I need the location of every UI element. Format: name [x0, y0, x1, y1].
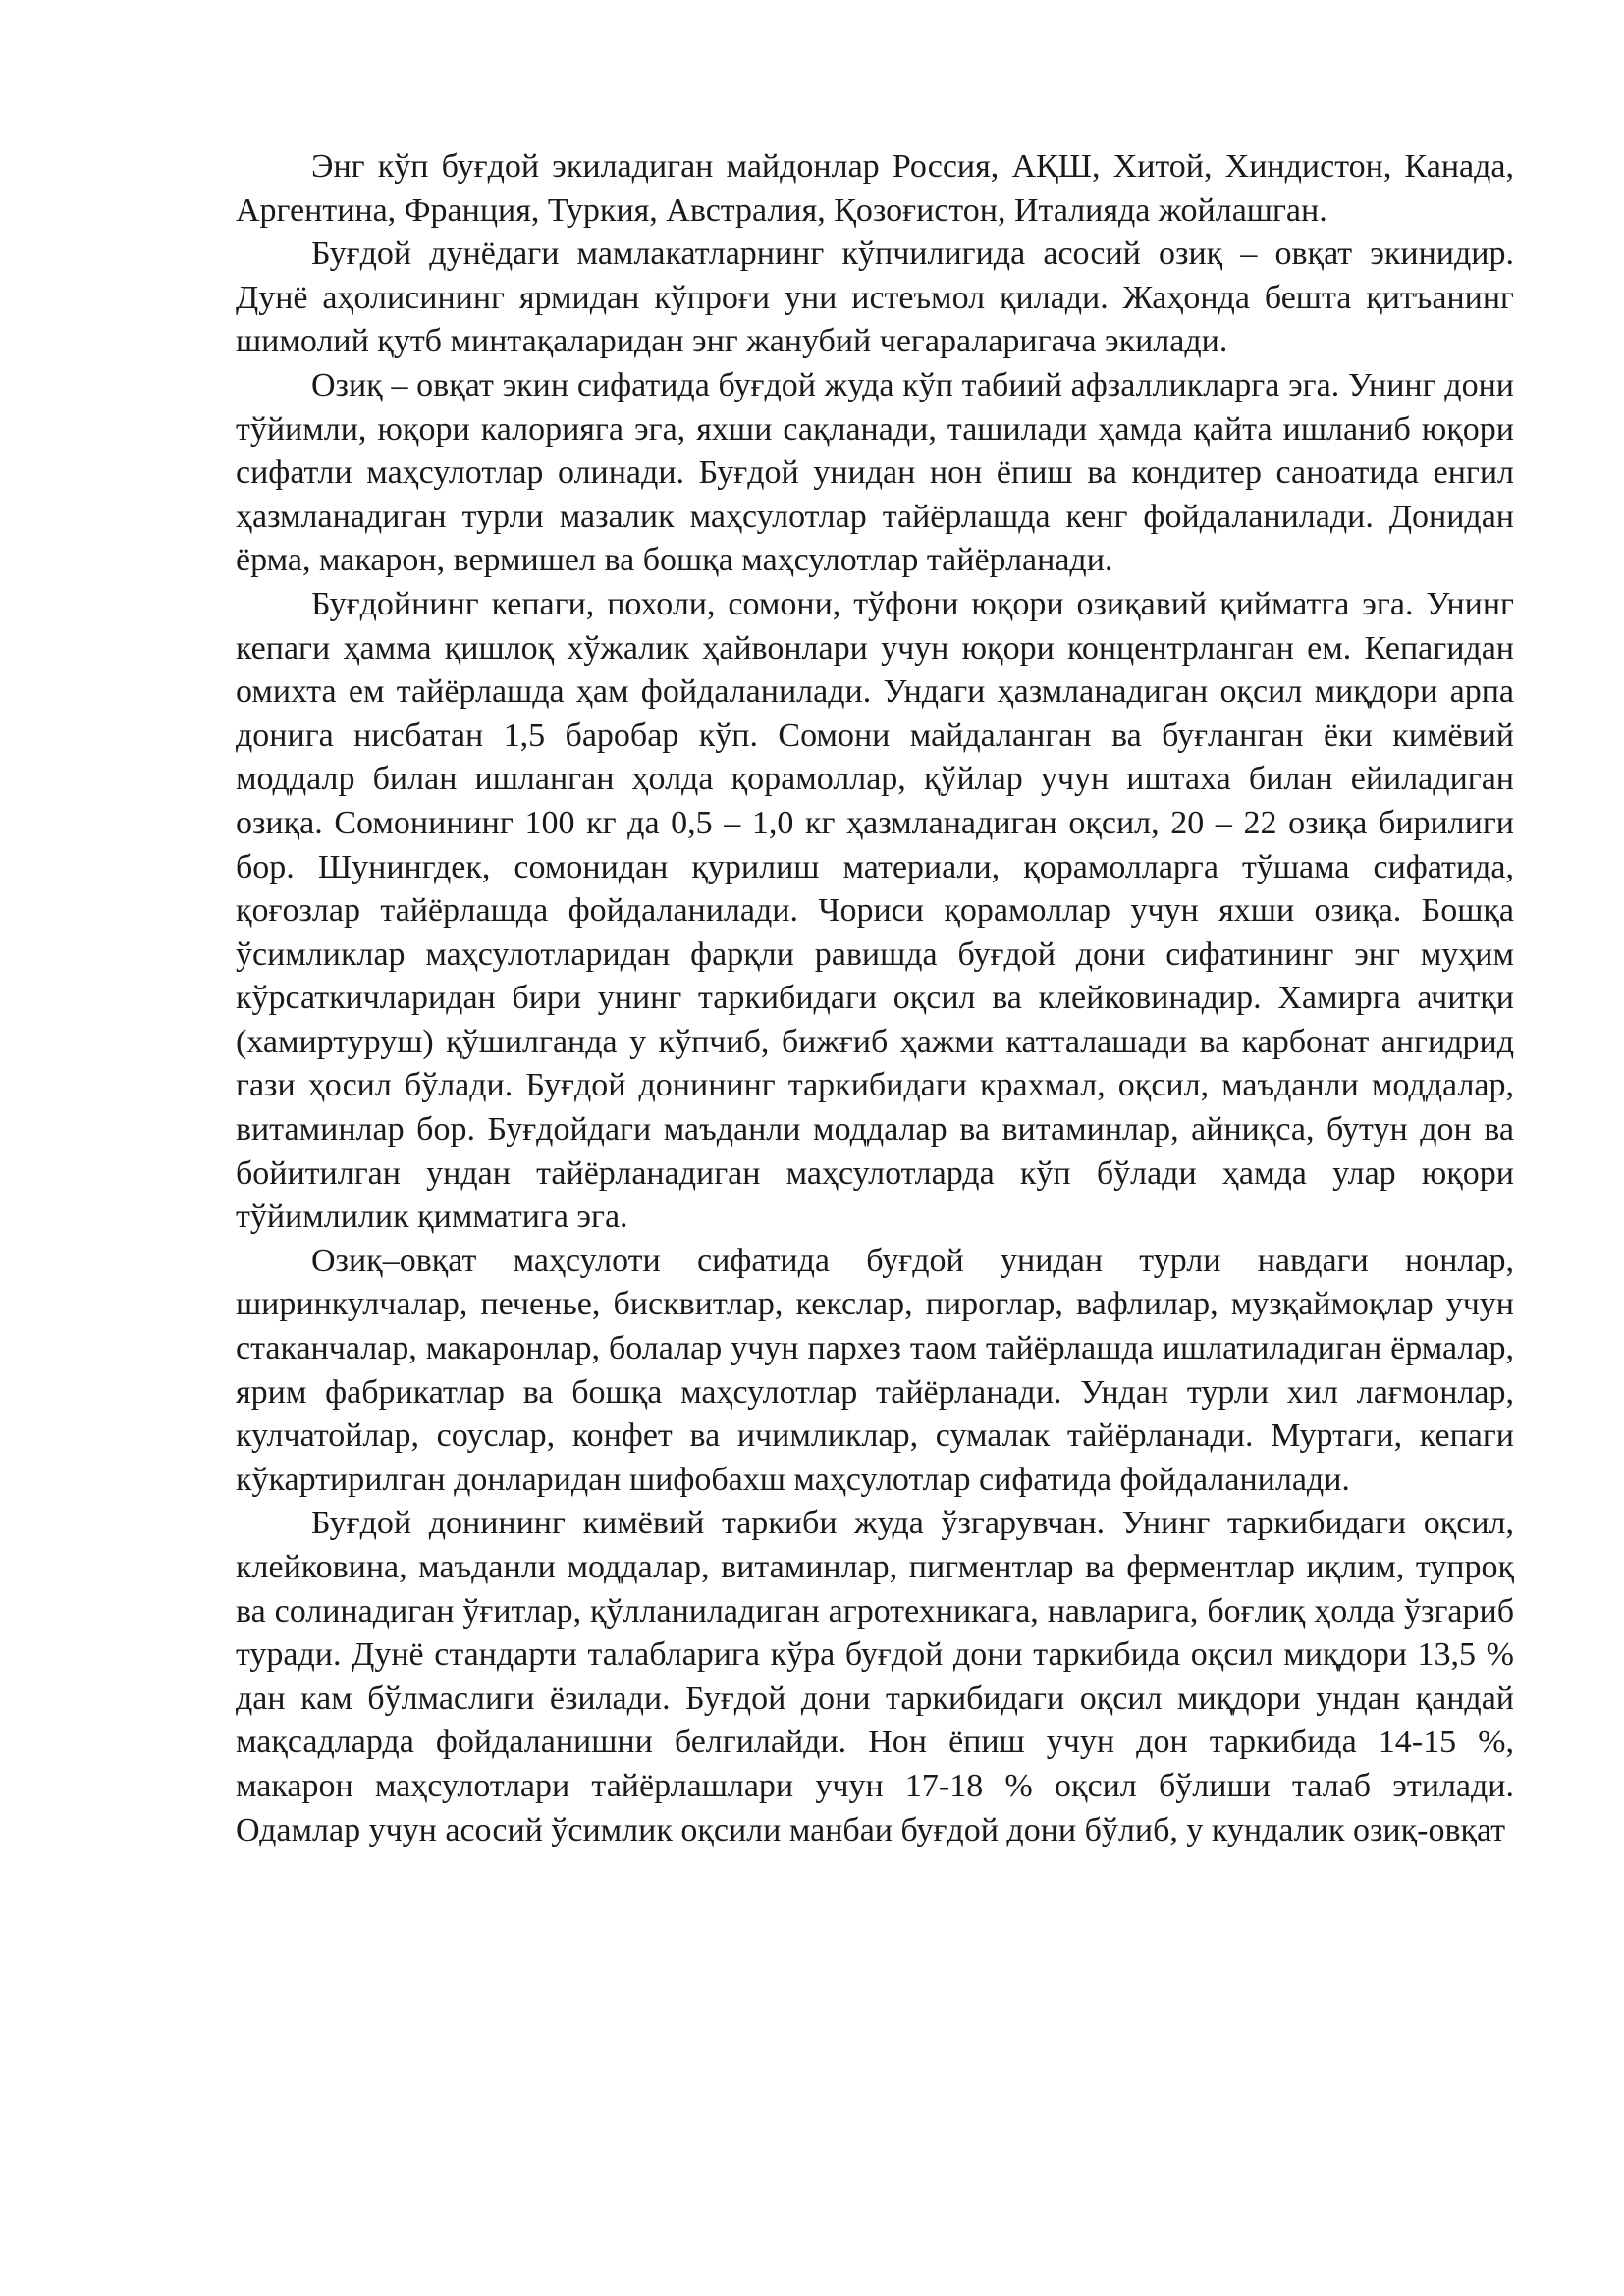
paragraph: Озиқ–овқат маҳсулоти сифатида буғдой унидан турли навдаги нонлар, ширинкулчалар, печенье, бисквитлар, кекслар, пироглар, вафлилар, музқаймоқлар учун стаканчалар, макаронлар, болалар учун пархез таом тайёрлашда ишлатиладиган ёрмалар, ярим фабрикатлар ва бошқа маҳсулотлар тайёрланади. Ундан турли хил лағмонлар, кулчатойлар, соуслар, конфет ва ичимликлар, сумалак тайёрланади. Муртаги, кепаги кўкартирилган донларидан шифобахш маҳсулотлар сифатида фойдаланилади.	[236, 1242, 1514, 1498]
paragraph: Буғдой дунёдаги мамлакатларнинг кўпчилигида асосий озиқ – овқат экинидир. Дунё аҳолисининг ярмидан кўпроғи уни истеъмол қилади. Жаҳонда бешта қитъанинг шимолий қутб минтақаларидан энг жанубий чегараларигача экилади.	[236, 236, 1514, 360]
document-page	[236, 145, 1514, 1852]
paragraph: Озиқ – овқат экин сифатида буғдой жуда кўп табиий афзалликларга эга. Унинг дони тўйимли, юқори калорияга эга, яхши сақланади, ташилади ҳамда қайта ишланиб юқори сифатли маҳсулотлар олинади. Буғдой унидан нон ёпиш ва кондитер саноатида енгил ҳазмланадиган турли мазалик маҳсулотлар тайёрлашда кенг фойдаланилади. Донидан ёрма, макарон, вермишел ва бошқа маҳсулотлар тайёрланади.	[236, 366, 1514, 579]
paragraph: Буғдойнинг кепаги, похоли, сомони, тўфони юқори озиқавий қийматга эга. Унинг кепаги ҳамма қишлоқ хўжалик ҳайвонлари учун юқори концентрланган ем. Кепагидан омихта ем тайёрлашда ҳам фойдаланилади. Ундаги ҳазмланадиган оқсил миқдори арпа донига нисбатан 1,5 баробар кўп. Сомони майдаланган ва буғланган ёки кимёвий моддалр билан ишланган ҳолда қорамоллар, қўйлар учун иштаха билан ейиладиган озиқа. Сомонининг 100 кг да 0,5 – 1,0 кг ҳазмланадиган оқсил, 20 – 22 озиқа бирилиги бор. Шунингдек, сомонидан қурилиш материали, қорамолларга тўшама сифатида, қоғозлар тайёрлашда фойдаланилади. Чориси қорамоллар учун яхши озиқа. Бошқа ўсимликлар маҳсулотларидан фарқли равишда буғдой дони сифатининг энг муҳим кўрсаткичларидан бири унинг таркибидаги оқсил ва клейковинадир. Хамирга ачитқи (хамиртуруш) қўшилганда у кўпчиб, бижғиб ҳажми катталашади ва карбонат ангидрид гази ҳосил бўлади. Буғдой донининг таркибидаги крахмал, оқсил, маъданли моддалар, витаминлар бор. Буғдойдаги маъданли моддалар ва витаминлар, айниқса, бутун дон ва бойитилган ундан тайёрланадиган маҳсулотларда кўп бўлади ҳамда улар юқори тўйимлилик қимматига эга.	[236, 585, 1514, 1236]
paragraph: Буғдой донининг кимёвий таркиби жуда ўзгарувчан. Унинг таркибидаги оқсил, клейковина, маъданли моддалар, витаминлар, пигментлар ва ферментлар иқлим, тупроқ ва солинадиган ўғитлар, қўлланиладиган агротехникага, навларига, боғлиқ ҳолда ўзгариб туради. Дунё стандарти талабларига кўра буғдой дони таркибида оқсил миқдори 13,5 % дан кам бўлмаслиги ёзилади. Буғдой дони таркибидаги оқсил миқдори ундан қандай мақсадларда фойдаланишни белгилайди. Нон ёпиш учун дон таркибида 14-15 %, макарон маҳсулотлари тайёрлашлари учун 17-18 % оқсил бўлиши талаб этилади. Одамлар учун асосий ўсимлик оқсили манбаи буғдой дони бўлиб, у кундалик озиқ-овқат	[236, 1505, 1514, 1848]
paragraph: Энг кўп буғдой экиладиган майдонлар Россия, АҚШ, Хитой, Хиндистон, Канада, Аргентина, Франция, Туркия, Австралия, Қозоғистон, Италияда жойлашган.	[236, 148, 1514, 229]
